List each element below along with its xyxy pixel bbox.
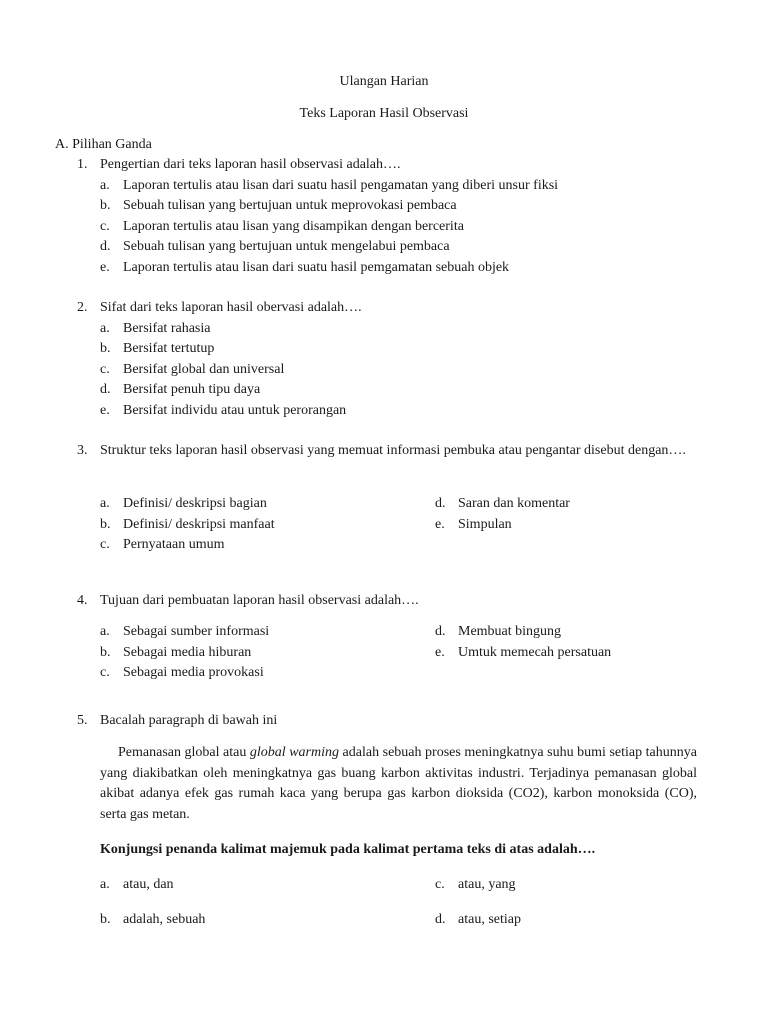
- option-letter: a.: [100, 624, 110, 639]
- option-text: Sebagai sumber informasi: [123, 624, 270, 639]
- paragraph-italic-term: global warming: [249, 745, 340, 760]
- option-item: [100, 217, 697, 238]
- option-item: [100, 196, 697, 217]
- question-text: Bacalah paragraph di bawah ini: [100, 713, 278, 728]
- option-letter: e.: [435, 516, 445, 532]
- option-item: [100, 360, 697, 381]
- option-letter: d.: [100, 239, 111, 254]
- question-number: 1.: [77, 157, 88, 172]
- option-text: Laporan tertulis atau lisan yang disampikan dengan bercerita: [123, 218, 464, 234]
- document-subtitle: Teks Laporan Hasil Observasi: [299, 106, 469, 121]
- option-item: [100, 910, 205, 931]
- option-text: Saran dan komentar: [458, 496, 570, 511]
- option-letter: a.: [100, 877, 110, 892]
- option-text: atau, yang: [458, 877, 516, 892]
- option-list: [100, 176, 697, 279]
- option-text: Bersifat individu atau untuk perorangan: [123, 402, 347, 418]
- option-letter: d.: [100, 382, 111, 397]
- option-text: Sebagai media provokasi: [123, 665, 264, 680]
- option-letter: d.: [435, 496, 446, 511]
- option-letter: c.: [100, 218, 110, 234]
- question-number: 2.: [77, 300, 88, 315]
- option-letter: b.: [100, 912, 111, 927]
- reading-paragraph: [100, 743, 697, 825]
- option-letter: e.: [100, 402, 110, 418]
- option-letter: a.: [100, 496, 110, 511]
- option-text: Bersifat penuh tipu daya: [123, 382, 261, 397]
- option-item: [100, 319, 697, 340]
- option-text: Sebuah tulisan yang bertujuan untuk mengelabui pembaca: [123, 239, 450, 254]
- option-text: Definisi/ deskripsi bagian: [123, 496, 267, 511]
- question-5: [77, 711, 697, 732]
- option-letter: b.: [100, 341, 111, 356]
- option-text: Laporan tertulis atau lisan dari suatu hasil pengamatan yang diberi unsur fiksi: [123, 177, 559, 193]
- section-heading: A. Pilihan Ganda: [55, 137, 152, 152]
- option-letter: c.: [100, 361, 110, 377]
- option-letter: d.: [435, 624, 446, 639]
- question-4: [77, 591, 697, 612]
- question-prompt: Konjungsi penanda kalimat majemuk pada kalimat pertama teks di atas adalah….: [100, 842, 596, 857]
- document-title: Ulangan Harian: [339, 74, 429, 89]
- question-1: [77, 155, 697, 278]
- question-text: Sifat dari teks laporan hasil obervasi adalah….: [100, 300, 362, 315]
- question-number: 3.: [77, 443, 88, 458]
- paragraph-text: Pemanasan global atau: [118, 745, 250, 760]
- option-letter: e.: [435, 644, 445, 660]
- option-letter: c.: [100, 665, 110, 680]
- question-number: 5.: [77, 713, 88, 728]
- option-item: [100, 380, 697, 401]
- option-item: [435, 875, 516, 896]
- option-letter: c.: [435, 877, 445, 892]
- question-number: 4.: [77, 593, 88, 608]
- option-text: Sebuah tulisan yang bertujuan untuk meprovokasi pembaca: [123, 198, 457, 213]
- option-letter: d.: [435, 912, 446, 927]
- option-letter: b.: [100, 516, 111, 532]
- paragraph-text: adalah sebuah proses meningkatnya suhu bumi setiap tahunnya yang diakibatkan oleh meningkatnya gas buang karbon aktivitas industri. Terjadinya pemanasan global akibat adanya efek gas rumah kaca yang berupa gas karbon dioksida (CO2), karbon monoksida (CO), serta gas metan.: [100, 745, 697, 822]
- option-text: Bersifat tertutup: [123, 341, 215, 356]
- option-text: Bersifat rahasia: [123, 320, 211, 336]
- question-text: Struktur teks laporan hasil observasi yang memuat informasi pembuka atau pengantar disebut dengan….: [100, 443, 686, 458]
- option-letter: a.: [100, 177, 110, 193]
- option-text: atau, setiap: [458, 912, 521, 927]
- option-text: Simpulan: [458, 516, 512, 532]
- option-item: [100, 401, 697, 422]
- option-item: [100, 875, 174, 896]
- question-text: Pengertian dari teks laporan hasil observasi adalah….: [100, 157, 401, 172]
- question-2: [77, 298, 697, 421]
- option-letter: b.: [100, 198, 111, 213]
- option-text: Pernyataan umum: [123, 537, 225, 552]
- option-text: Membuat bingung: [458, 624, 562, 639]
- option-text: Bersifat global dan universal: [123, 361, 285, 377]
- option-item: [100, 176, 697, 197]
- option-letter: b.: [100, 644, 111, 660]
- option-letter: c.: [100, 537, 110, 552]
- option-text: Definisi/ deskripsi manfaat: [123, 516, 275, 532]
- option-item: [100, 258, 697, 279]
- question-3: [77, 441, 697, 462]
- option-item: [100, 237, 697, 258]
- option-text: Sebagai media hiburan: [123, 644, 252, 660]
- option-text: Umtuk memecah persatuan: [458, 644, 612, 660]
- option-text: Laporan tertulis atau lisan dari suatu hasil pemgamatan sebuah objek: [123, 259, 510, 275]
- option-text: atau, dan: [123, 877, 174, 892]
- option-letter: e.: [100, 259, 110, 275]
- option-letter: a.: [100, 320, 110, 336]
- option-item: [435, 910, 521, 931]
- question-text: Tujuan dari pembuatan laporan hasil observasi adalah….: [100, 593, 419, 608]
- option-list: [100, 319, 697, 422]
- option-text: adalah, sebuah: [123, 912, 206, 927]
- option-item: [100, 339, 697, 360]
